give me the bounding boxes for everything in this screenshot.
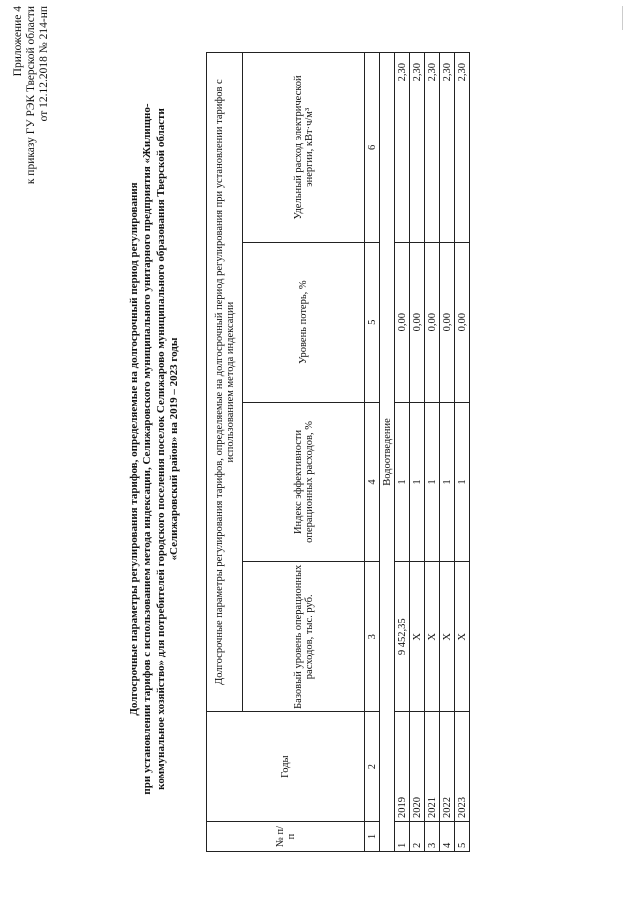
- cell-num: 2: [410, 822, 425, 852]
- cell-index: 1: [455, 402, 470, 562]
- col-number: 3: [365, 562, 380, 712]
- title-line-3: коммунальное хозяйство» для потребителей городского поселения поселок Селижарово муниципального образования Тверской области: [154, 108, 167, 790]
- header-col3: Базовый уровень операционных расходов, тыс. руб.: [243, 562, 365, 712]
- cell-num: 5: [455, 822, 470, 852]
- cell-energy: 2,30: [440, 53, 455, 243]
- cell-base: X: [455, 562, 470, 712]
- cell-energy: 2,30: [395, 53, 410, 243]
- col-number: 5: [365, 242, 380, 402]
- header-col6: Удельный расход электрической энергии, кВт·ч/м³: [243, 53, 365, 243]
- cell-loss: 0,00: [440, 242, 455, 402]
- cell-year: 2021: [425, 712, 440, 822]
- cell-index: 1: [425, 402, 440, 562]
- cell-loss: 0,00: [455, 242, 470, 402]
- document-title: [128, 29, 182, 869]
- section-row: Водоотведение: [380, 53, 395, 852]
- cell-index: 1: [395, 402, 410, 562]
- tariff-parameters-table: [206, 52, 470, 852]
- title-line-2: при установлении тарифов с использованием метода индексации, Селижаровского муниципального унитарного предприятия «Жилищно-: [141, 103, 154, 795]
- cell-loss: 0,00: [410, 242, 425, 402]
- appendix-line-3: от 12.12.2018 № 214-нп: [38, 6, 50, 122]
- table-row: [410, 53, 425, 852]
- title-line-1: Долгосрочные параметры регулирования тарифов, определяемые на долгосрочный период регулирования: [128, 182, 140, 716]
- cell-year: 2022: [440, 712, 455, 822]
- col-number: 6: [365, 53, 380, 243]
- header-years: Годы: [207, 712, 365, 822]
- cell-energy: 2,30: [425, 53, 440, 243]
- header-col5: Уровень потерь, %: [243, 242, 365, 402]
- cell-year: 2023: [455, 712, 470, 822]
- header-group: Долгосрочные параметры регулирования тарифов, определяемые на долгосрочный период регулирования при установлении тарифов с использованием метода индексации: [207, 53, 243, 712]
- table-row: [395, 53, 410, 852]
- col-number: 2: [365, 712, 380, 822]
- cell-loss: 0,00: [425, 242, 440, 402]
- table-row: [425, 53, 440, 852]
- col-number: 4: [365, 402, 380, 562]
- appendix-line-2: к приказу ГУ РЭК Тверской области: [25, 6, 37, 185]
- cell-base: X: [440, 562, 455, 712]
- cell-loss: 0,00: [395, 242, 410, 402]
- cell-base: 9 452,35: [395, 562, 410, 712]
- header-col4: Индекс эффективности операционных расходов, %: [243, 402, 365, 562]
- cell-base: X: [410, 562, 425, 712]
- cell-index: 1: [440, 402, 455, 562]
- title-line-4: «Селижаровский район» на 2019 – 2023 годы: [168, 337, 181, 561]
- cell-num: 1: [395, 822, 410, 852]
- cell-num: 3: [425, 822, 440, 852]
- appendix-block: [12, 6, 51, 266]
- cell-base: X: [425, 562, 440, 712]
- cell-energy: 2,30: [410, 53, 425, 243]
- appendix-line-1: Приложение 4: [12, 6, 24, 77]
- col-number: 1: [365, 822, 380, 852]
- header-num: № п/п: [207, 822, 365, 852]
- cell-energy: 2,30: [455, 53, 470, 243]
- table-row: [455, 53, 470, 852]
- cell-num: 4: [440, 822, 455, 852]
- table-row: [440, 53, 455, 852]
- cell-year: 2020: [410, 712, 425, 822]
- cell-year: 2019: [395, 712, 410, 822]
- cell-index: 1: [410, 402, 425, 562]
